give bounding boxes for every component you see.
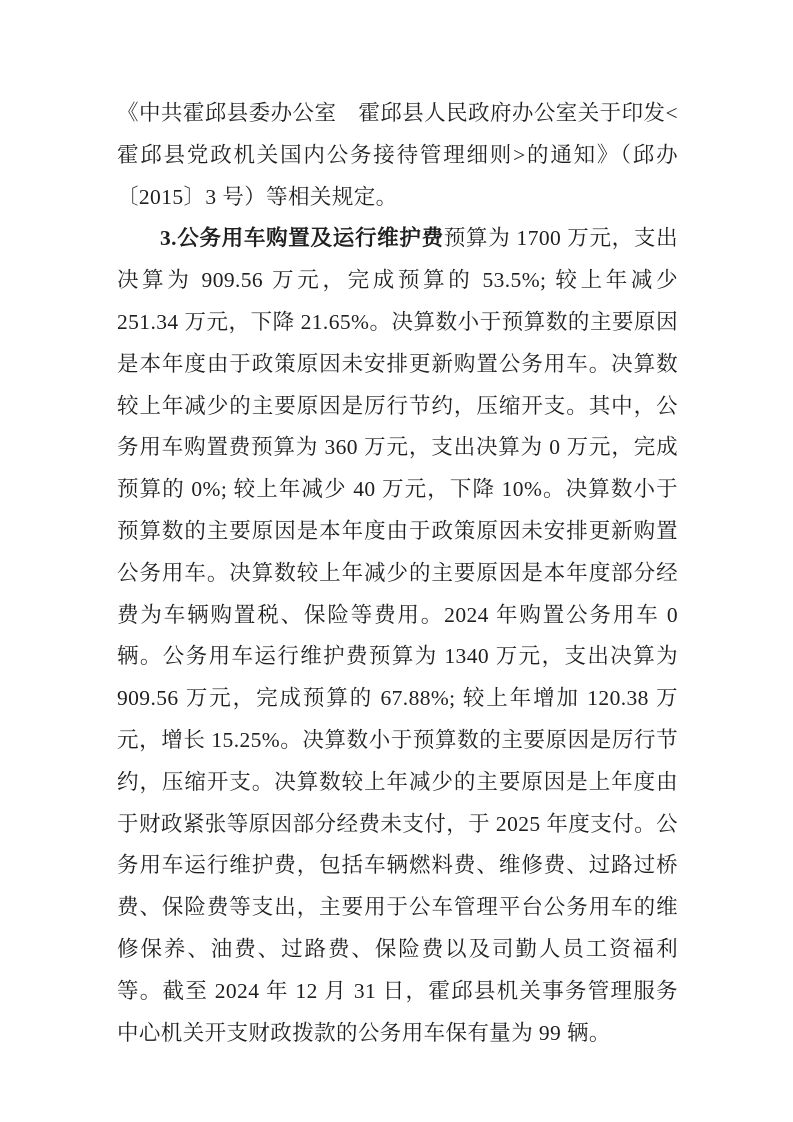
paragraph-bold-heading: 3.公务用车购置及运行维护费: [160, 226, 444, 251]
paragraph-vehicle-purchase-and-maintenance: [117, 218, 678, 1054]
document-body: [117, 93, 678, 1054]
paragraph-body-text: 预算为 1700 万元，支出决算为 909.56 万元，完成预算的 53.5%; 较上年减少 251.34 万元，下降 21.65%。决算数小于预算数的主要原因是本年度由于政策原因未安排更新购置公务用车。决算数较上年减少的主要原因是厉行节约，压缩开支。其中，公务用车购置费预算为 360 万元，支出决算为 0 万元，完成预算的 0%; 较上年减少 40 万元，下降 10%。决算数小于预算数的主要原因是本年度由于政策原因未安排更新购置公务用车。决算数较上年减少的主要原因是本年度部分经费为车辆购置税、保险等费用。2024 年购置公务用车 0 辆。公务用车运行维护费预算为 1340 万元，支出决算为 909.56 万元，完成预算的 67.88%; 较上年增加 120.38 万元，增长 15.25%。决算数小于预算数的主要原因是厉行节约，压缩开支。决算数较上年减少的主要原因是上年度由于财政紧张等原因部分经费未支付，于 2025 年度支付。公务用车运行维护费，包括车辆燃料费、维修费、过路过桥费、保险费等支出，主要用于公车管理平台公务用车的维修保养、油费、过路费、保险费以及司勤人员工资福利等。截至 2024 年 12 月 31 日，霍邱县机关事务管理服务中心机关开支财政拨款的公务用车保有量为 99 辆。: [117, 226, 678, 1045]
paragraph-regulation-reference: 《中共霍邱县委办公室 霍邱县人民政府办公室关于印发<霍邱县党政机关国内公务接待管理细则>的通知》（邱办〔2015〕3 号）等相关规定。: [117, 101, 678, 209]
